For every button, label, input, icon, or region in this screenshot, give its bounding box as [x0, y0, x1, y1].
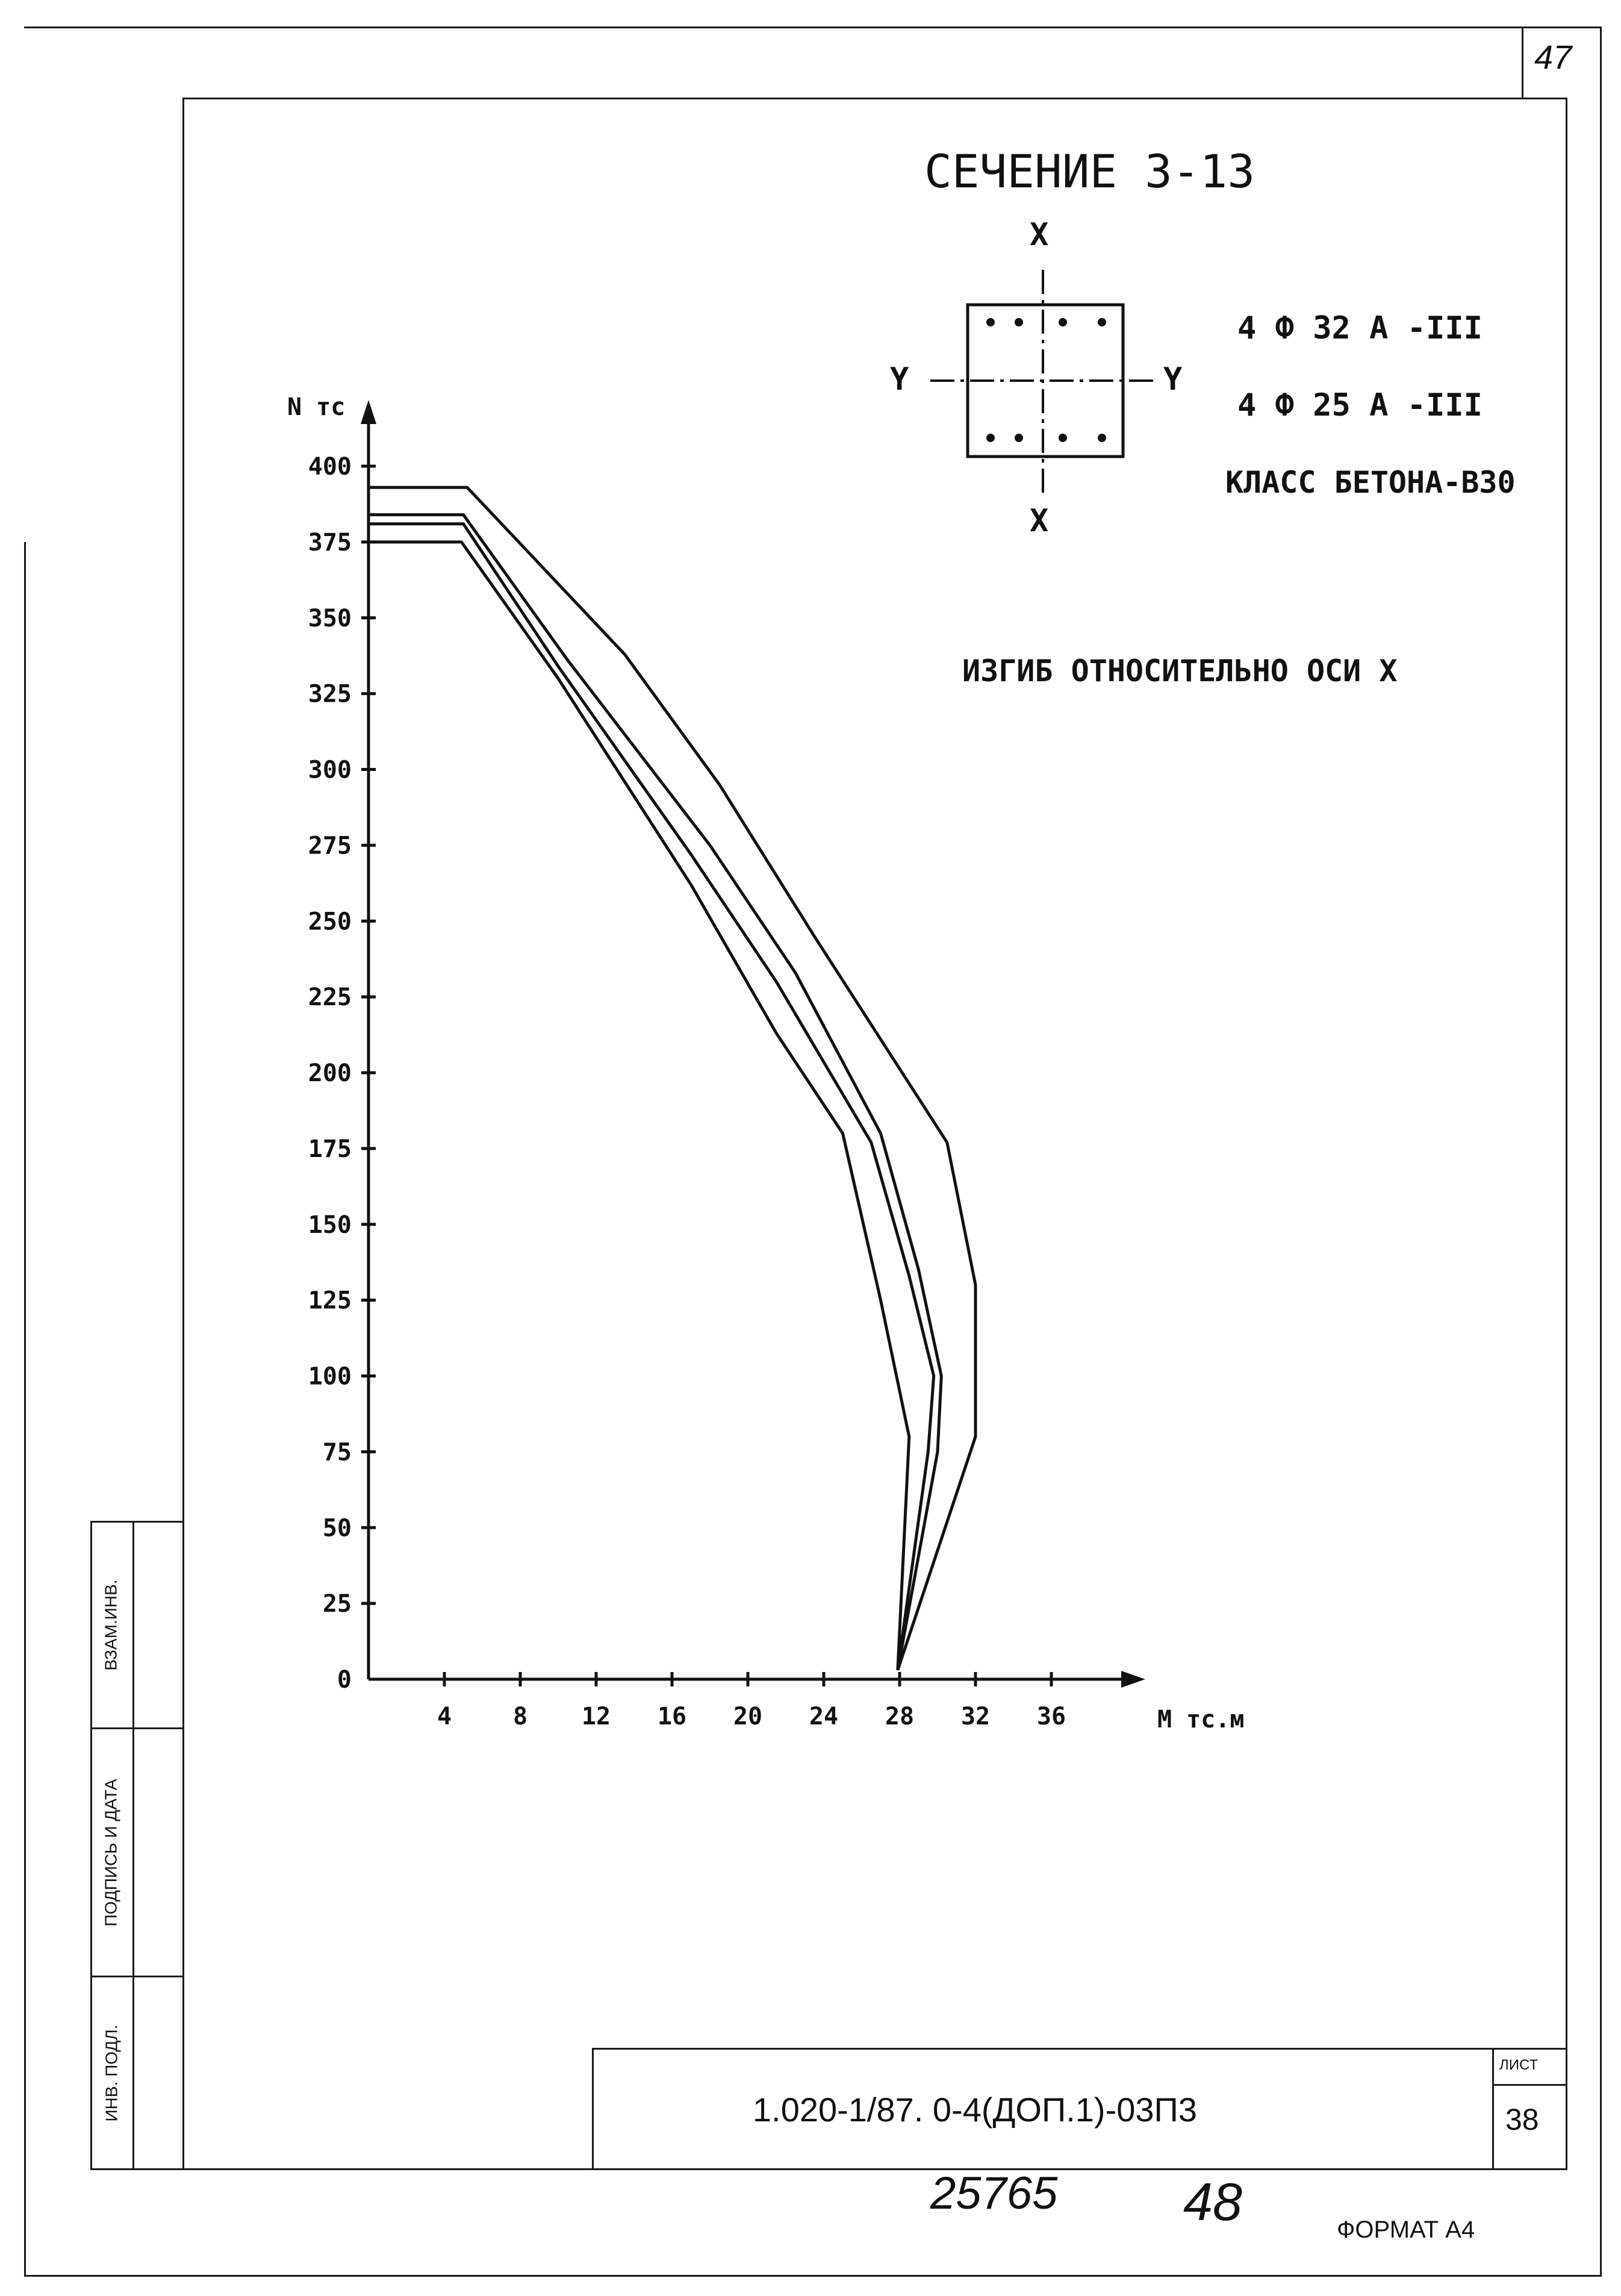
y-tick-label: 200	[308, 1059, 352, 1087]
x-tick-label: 24	[809, 1703, 839, 1730]
x-axis-arrow	[1121, 1671, 1145, 1688]
page-number-top: 47	[1534, 38, 1572, 76]
section-axis-y-right: Y	[1163, 361, 1183, 398]
y-tick-label: 275	[308, 832, 352, 860]
y-tick-label: 0	[337, 1666, 352, 1694]
y-tick-label: 50	[322, 1514, 352, 1543]
bending-note: ИЗГИБ ОТНОСИТЕЛЬНО ОСИ X	[962, 654, 1398, 688]
stamp-cell-1	[90, 1523, 132, 1727]
y-tick-label: 150	[308, 1211, 352, 1239]
series-line-4	[369, 542, 909, 1670]
y-tick-label: 75	[322, 1438, 352, 1467]
y-tick-label: 350	[308, 604, 352, 632]
x-tick-label: 8	[512, 1703, 528, 1730]
series-line-3	[369, 524, 934, 1670]
x-tick-label: 4	[437, 1703, 452, 1730]
x-tick-label: 36	[1036, 1703, 1066, 1730]
title-block-left	[592, 2048, 594, 2170]
format-label: ФОРМАТ А4	[1337, 2216, 1475, 2243]
stamp-mid-line	[132, 1521, 134, 2170]
y-tick-label: 250	[308, 908, 352, 936]
y-tick-label: 125	[308, 1287, 352, 1315]
series-line-1	[369, 487, 975, 1670]
x-tick-label: 16	[657, 1703, 687, 1730]
x-tick-label: 28	[885, 1703, 915, 1730]
y-tick-label: 375	[308, 528, 352, 557]
series-line-2	[369, 515, 941, 1670]
section-axis-x-top: X	[1030, 217, 1049, 253]
stamp-cell-2	[90, 1729, 132, 1976]
rebar-spec-1: 4 Ф 32 А -III	[1237, 310, 1483, 346]
y-axis-label: N тс	[287, 393, 346, 421]
x-axis-label: M тс.м	[1157, 1706, 1245, 1733]
concrete-class: КЛАСС БЕТОНА-В30	[1225, 465, 1516, 500]
section-axis-y-left: Y	[890, 361, 909, 398]
y-tick-label: 300	[308, 756, 352, 784]
y-tick-label: 325	[308, 680, 352, 708]
x-tick-label: 12	[581, 1703, 611, 1730]
x-tick-label: 32	[960, 1703, 991, 1730]
section-title: СЕЧЕНИЕ 3-13	[924, 145, 1255, 198]
y-tick-label: 25	[322, 1590, 352, 1618]
stamp-cell-3	[90, 1977, 132, 2168]
y-tick-label: 100	[308, 1362, 352, 1391]
document-code: 1.020-1/87. 0-4(ДОП.1)-03П3	[753, 2091, 1197, 2129]
y-axis-arrow	[361, 400, 376, 424]
handwritten-number-left: 25765	[930, 2168, 1058, 2219]
sheet-number: 38	[1505, 2103, 1539, 2136]
y-tick-label: 175	[308, 1135, 352, 1163]
title-block-top	[592, 2048, 1567, 2050]
x-tick-label: 20	[733, 1703, 763, 1730]
stamp-label-1: ВЗАМ.ИНВ.	[102, 1579, 120, 1671]
y-tick-label: 225	[308, 984, 352, 1012]
section-axis-x-bottom: X	[1030, 503, 1049, 539]
handwritten-number-right: 48	[1183, 2172, 1242, 2232]
y-tick-label: 400	[308, 453, 352, 481]
sheet-label: ЛИСТ	[1499, 2057, 1539, 2073]
title-block-sheet-row	[1492, 2084, 1567, 2086]
rebar-spec-2: 4 Ф 25 А -III	[1237, 387, 1483, 423]
title-block-sheet-divider	[1492, 2048, 1494, 2170]
stamp-label-2: ПОДПИСЬ И ДАТА	[102, 1778, 120, 1927]
stamp-label-3: ИНВ. ПОДЛ.	[102, 2024, 120, 2121]
